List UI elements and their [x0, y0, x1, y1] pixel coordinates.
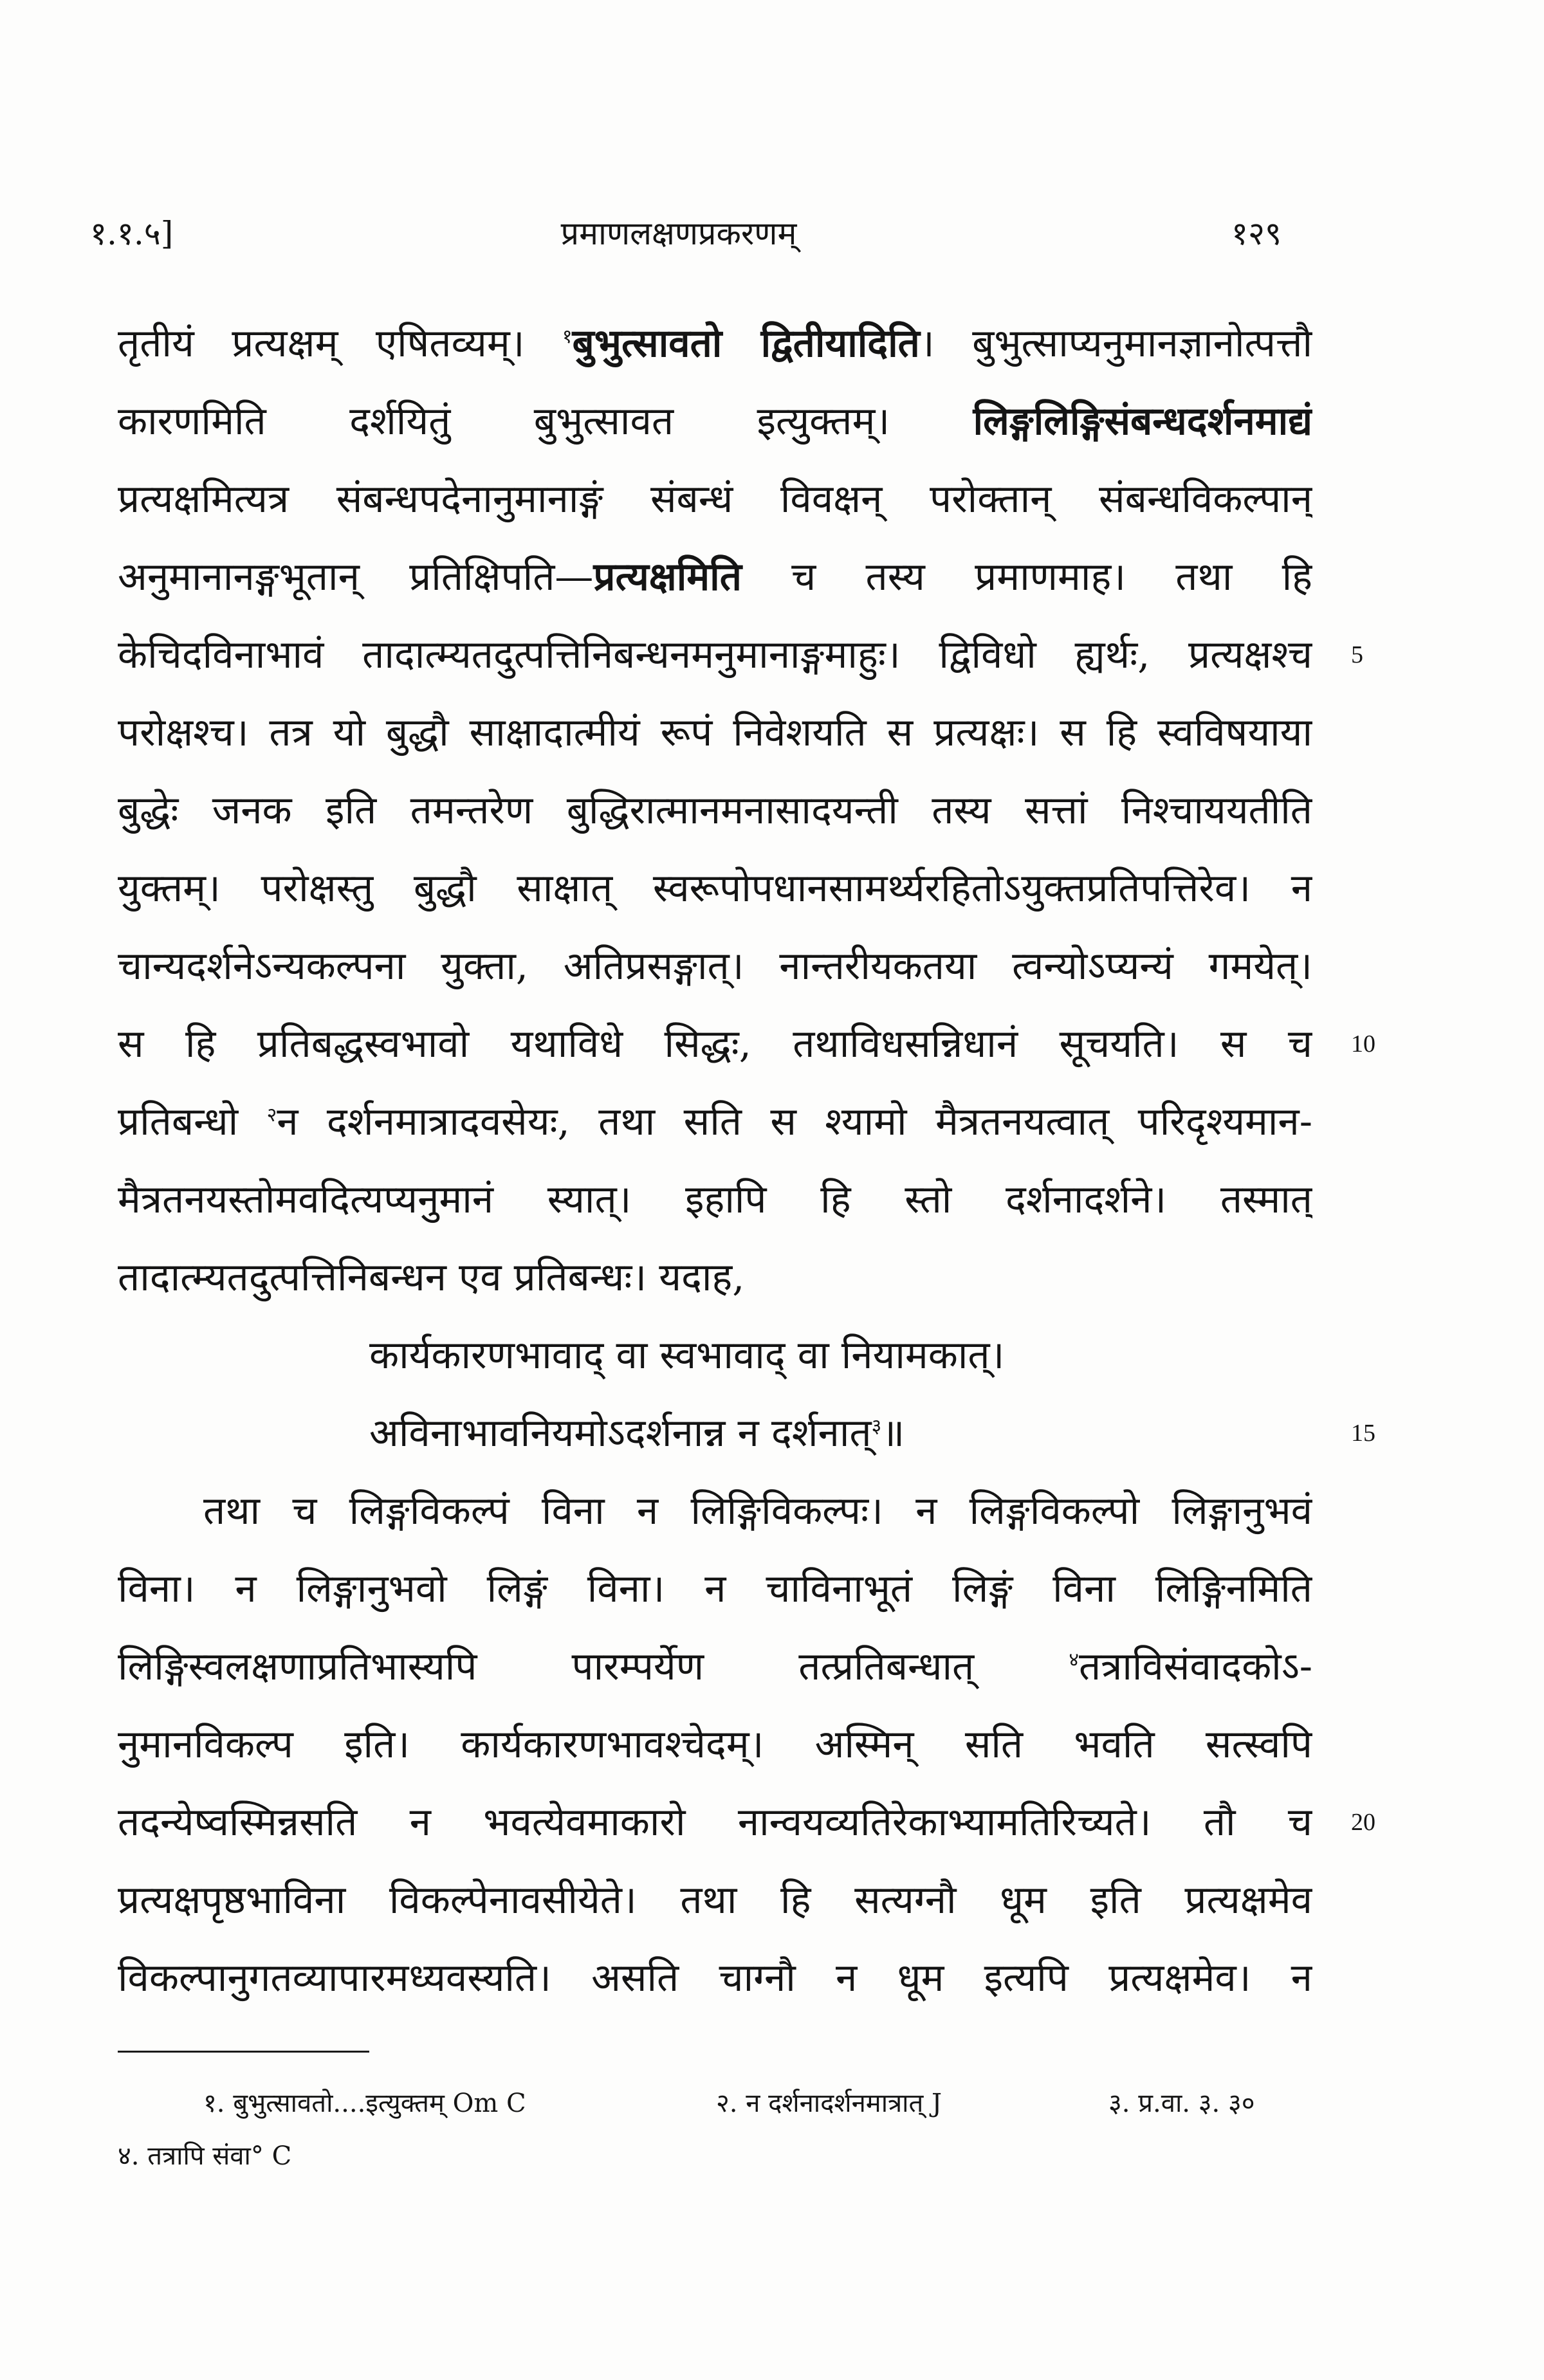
text: तृतीयं प्रत्यक्षम् एषितव्यम्।: [118, 321, 562, 366]
footnote-marker: ३: [871, 1415, 882, 1438]
text: परोक्षश्च। तत्र यो बुद्धौ साक्षादात्मीयं रूपं निवेशयति स प्रत्यक्षः। स हि स्वविषयाया: [118, 710, 1312, 755]
text-line: [118, 461, 1312, 538]
text-line: [118, 1939, 1312, 2017]
text-line: [118, 383, 1312, 461]
text-line: [118, 1628, 1312, 1706]
footnote: २. न दर्शनादर्शनमात्रात् J: [716, 2089, 942, 2118]
text-line: [118, 1784, 1312, 1862]
text-line: [118, 772, 1312, 850]
text: ॥: [881, 1411, 905, 1456]
text: नुमानविकल्प इति। कार्यकारणभावश्चेदम्। अस्मिन् सति भवति सत्स्वपि: [118, 1722, 1312, 1767]
footnote: १. बुभुत्सावतो....इत्युक्तम् Om C: [203, 2089, 526, 2118]
text: च तस्य प्रमाणमाह। तथा हि: [741, 554, 1312, 600]
text: चान्यदर्शनेऽन्यकल्पना युक्ता, अतिप्रसङ्गात्। नान्तरीयकतया त्वन्योऽप्यन्यं गमयेत्।: [118, 944, 1312, 989]
text: तदन्येष्वस्मिन्नसति न भवत्येवमाकारो नान्वयव्यतिरेकाभ्यामतिरिच्यते। तौ च: [118, 1800, 1312, 1845]
text: स हि प्रतिबद्धस्वभावो यथाविधे सिद्धः, तथाविधसन्निधानं सूचयति। स च: [118, 1021, 1312, 1066]
text: मैत्रतनयस्तोमवदित्यप्यनुमानं स्यात्। इहापि हि स्तो दर्शनादर्शने। तस्मात्: [118, 1177, 1312, 1222]
text: तथा च लिङ्गविकल्पं विना न लिङ्गिविकल्पः। न लिङ्गविकल्पो लिङ्गानुभवं: [203, 1488, 1312, 1533]
footnote-marker: ४: [1069, 1649, 1079, 1671]
footnote: ३. प्र.वा. ३. ३०: [1108, 2089, 1255, 2118]
text-line: [118, 1239, 1312, 1317]
text: अनुमानानङ्गभूतान् प्रतिक्षिपति—: [118, 554, 594, 600]
text: अविनाभावनियमोऽदर्शनान्न न दर्शनात्: [369, 1411, 872, 1456]
text: । बुभुत्साप्यनुमानज्ञानोत्पत्तौ: [919, 321, 1312, 366]
bold-text: लिङ्गलिङ्गिसंबन्धदर्शनमाद्यं: [973, 399, 1312, 444]
section-number: १.१.५]: [90, 215, 174, 252]
text-line: [118, 616, 1312, 694]
text-line: [118, 538, 1312, 616]
text-line: [118, 1862, 1312, 1939]
text: कार्यकारणभावाद् वा स्वभावाद् वा नियामकात्।: [369, 1333, 1005, 1378]
text-line: [118, 1005, 1312, 1083]
text-line: [203, 1472, 1312, 1550]
margin-line-number: 15: [1351, 1420, 1375, 1447]
text: विना। न लिङ्गानुभवो लिङ्गं विना। न चाविनाभूतं लिङ्गं विना लिङ्गिनमिति: [118, 1566, 1312, 1611]
text: युक्तम्। परोक्षस्तु बुद्धौ साक्षात् स्वरूपोपधानसामर्थ्यरहितोऽयुक्तप्रतिपत्तिरेव। न: [118, 866, 1312, 911]
margin-line-number: 20: [1351, 1809, 1375, 1836]
text-line: [118, 850, 1312, 928]
verse-line: [369, 1395, 1270, 1472]
text: विकल्पानुगतव्यापारमध्यवस्यति। असति चाग्नौ न धूम इत्यपि प्रत्यक्षमेव। न: [118, 1955, 1312, 2000]
text: प्रत्यक्षमित्यत्र संबन्धपदेनानुमानाङ्गं संबन्धं विवक्षन् परोक्तान् संबन्धविकल्पान्: [118, 477, 1312, 522]
running-title: प्रमाणलक्षणप्रकरणम्: [560, 215, 797, 252]
text: तत्राविसंवादकोऽ-: [1079, 1644, 1312, 1689]
text: न दर्शनमात्रादवसेयः, तथा सति स श्यामो मैत्रतनयत्वात् परिदृश्यमान-: [277, 1099, 1312, 1144]
text-line: [118, 1161, 1312, 1239]
text-line: [118, 305, 1312, 383]
text: केचिदविनाभावं तादात्म्यतदुत्पत्तिनिबन्धनमनुमानाङ्गमाहुः। द्विविधो ह्यर्थः, प्रत्यक्षश्च: [118, 632, 1312, 677]
text-line: [118, 1550, 1312, 1628]
text: तादात्म्यतदुत्पत्तिनिबन्धन एव प्रतिबन्धः। यदाह,: [118, 1255, 745, 1300]
bold-text: बुभुत्सावतो द्वितीयादिति: [572, 321, 920, 366]
footnote: ४. तत्रापि संवा° C: [118, 2141, 292, 2171]
text: प्रतिबन्धो: [118, 1099, 267, 1144]
margin-line-number: 10: [1351, 1030, 1375, 1057]
text-line: [118, 694, 1312, 772]
footnote-marker: १: [562, 325, 573, 348]
bold-text: प्रत्यक्षमिति: [593, 554, 742, 600]
text: लिङ्गिस्वलक्षणाप्रतिभास्यपि पारम्पर्येण तत्प्रतिबन्धात्: [118, 1644, 1069, 1689]
verse-line: [369, 1317, 1270, 1395]
margin-line-number: 5: [1351, 641, 1363, 668]
page-number: १२९: [1231, 215, 1282, 252]
text-line: [118, 1083, 1312, 1161]
footnote-rule: [118, 2051, 369, 2053]
text-line: [118, 1706, 1312, 1784]
text: कारणमिति दर्शयितुं बुभुत्सावत इत्युक्तम्।: [118, 399, 973, 444]
text: प्रत्यक्षपृष्ठभाविना विकल्पेनावसीयेते। तथा हि सत्यग्नौ धूम इति प्रत्यक्षमेव: [118, 1878, 1312, 1923]
text: बुद्धेः जनक इति तमन्तरेण बुद्धिरात्मानमनासादयन्ती तस्य सत्तां निश्चाययतीति: [118, 788, 1312, 833]
footnote-marker: २: [266, 1104, 277, 1126]
text-line: [118, 928, 1312, 1005]
